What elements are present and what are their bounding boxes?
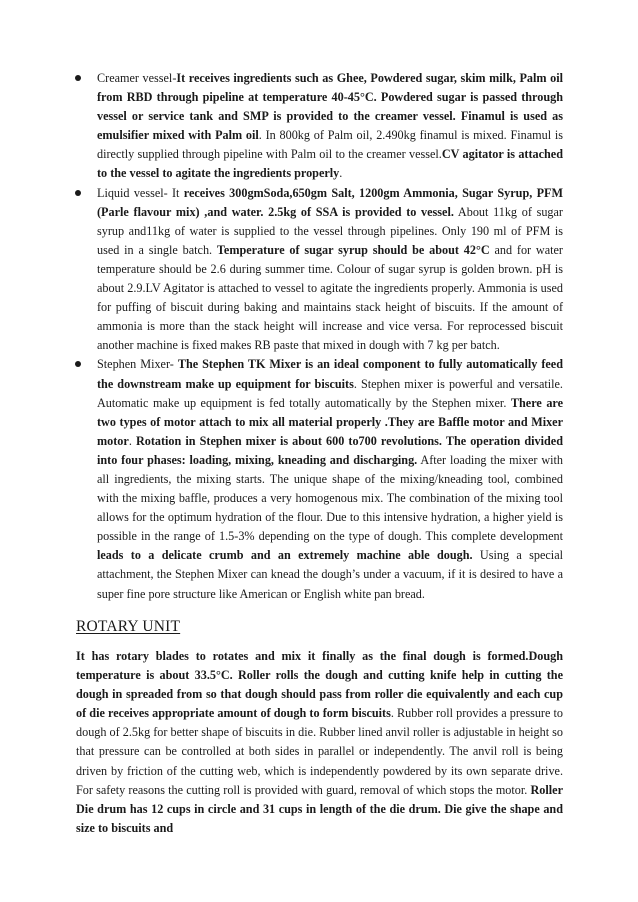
text-segment: . Rubber roll provides a pressure to dough of 2.5kg for better shape of biscuits in die. Rubber lined anvil roller is adjustable in height so that pressure can be controlled at both sides in parallel or independently. The anvil roll is being driven by friction of the cutting web, which is independently powdered by its own separate drive. For safety reasons the cutting roll is provided with guard, removal of which stops the motor. xyxy=(76,706,563,797)
text-segment: Creamer vessel- xyxy=(97,71,177,85)
text-segment: Liquid vessel- It xyxy=(97,185,184,200)
text-segment: . Stephen mixer is powerful and versatile. Automatic make up equipment is fed totally automatically by the Stephen mixer. xyxy=(97,376,563,410)
bold-segment: There are two types of motor attach to mix all material properly .They are Baffle motor and Mixer motor xyxy=(97,395,564,448)
bold-segment: It receives ingredients such as Ghee, Powdered sugar, skim milk, Palm oil from RBD through pipeline at temperature 40-45°C. Powdered sugar is passed through vessel or service tank and SMP is provided to the creamer vessel. Finamul is used as emulsifier mixed with Palm oil xyxy=(97,71,563,143)
bold-segment: Temperature of sugar syrup should be about 42°C xyxy=(216,242,490,257)
text-segment: About 11kg of sugar syrup and11kg of water is supplied to the vessel through pipelines. Only 190 ml of PFM is used in a single batch. xyxy=(97,204,563,257)
text-segment: . xyxy=(339,166,343,181)
bold-segment: leads to a delicate crumb and an extremely machine able dough. xyxy=(97,548,473,563)
text-segment: Using a special attachment, the Stephen Mixer can knead the dough’s under a vacuum, if it is desired to have a super fine pore structure like American or English white pan bread. xyxy=(97,548,563,601)
text-segment: and for water temperature should be 2.6 during summer time. Colour of sugar syrup is golden brown. pH is about 2.9.LV Agitator is attached to vessel to agitate the ingredients properly. Ammonia is used for puffing of biscuit during baking and maintains stack height of biscuits. If the amount of ammonia is more than the stack height will increase and vice versa. For reprocessed biscuit another machine is fixed makes RB paste that mixed in dough with 7 kg per batch. xyxy=(97,242,563,353)
bold-segment: Roller Die drum has 12 cups in circle and 31 cups in length of the die drum. Die give the shape and size to biscuits and xyxy=(76,782,563,835)
bold-segment: The Stephen TK Mixer is an ideal component to fully automatically feed the downstream make up equipment for biscuits xyxy=(97,357,563,391)
bold-segment: It has rotary blades to rotates and mix it finally as the final dough is formed.Dough temperature is about 33.5°C. Roller rolls the dough and cutting knife help in cutting the dough in spreaded from so that dough should pass from roller die equivalently and each cup of die receives appropriate amount of dough to form biscuits xyxy=(76,649,563,721)
bullet-item-creamer-vessel xyxy=(72,69,563,184)
rotary-unit-paragraph xyxy=(76,647,563,838)
bullet-item-stephen-mixer xyxy=(72,355,563,603)
text-segment: . In 800kg of Palm oil, 2.490kg finamul is mixed. Finamul is directly supplied through pipeline with Palm oil to the creamer vessel. xyxy=(97,128,563,162)
text-segment: . xyxy=(128,433,136,448)
bullet-icon xyxy=(75,75,81,81)
bullet-list xyxy=(72,69,563,604)
text-segment: Stephen Mixer- xyxy=(97,357,178,372)
bullet-item-liquid-vessel xyxy=(72,184,563,356)
section-heading: ROTARY UNIT xyxy=(76,618,181,635)
bullet-icon xyxy=(75,361,81,367)
bullet-icon xyxy=(75,190,81,196)
text-segment: After loading the mixer with all ingredients, the mixing starts. The unique shape of the mixing/kneading tool, combined with the mixing baffle, produces a very homogenous mix. The combination of the mixing tool allows for the optimum hydration of the flour. Due to this intensive hydration, a higher yield is possible in the range of 1.5-3% depending on the type of dough. This complete development xyxy=(97,452,563,544)
bold-segment: CV agitator is attached to the vessel to agitate the ingredients properly xyxy=(97,147,563,181)
bold-segment: Rotation in Stephen mixer is about 600 to700 revolutions. The operation divided into four phases: loading, mixing, kneading and discharging. xyxy=(97,433,563,467)
bold-segment: receives 300gmSoda,650gm Salt, 1200gm Ammonia, Sugar Syrup, PFM (Parle flavour mix) ,and water. 2.5kg of SSA is provided to vessel. xyxy=(97,185,563,219)
